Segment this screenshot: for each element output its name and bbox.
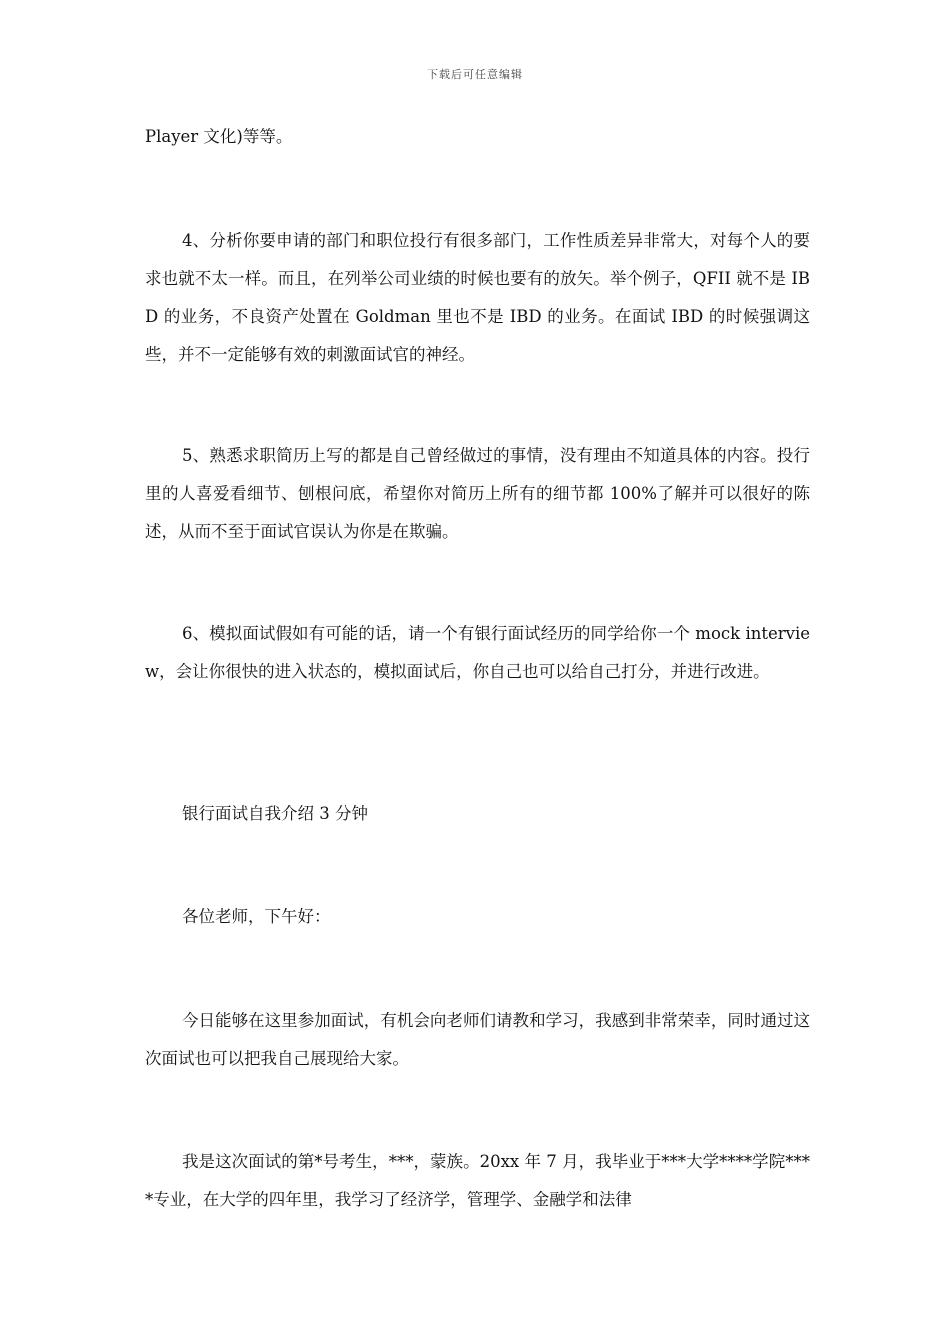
page-header-note: 下载后可任意编辑 bbox=[427, 68, 523, 81]
paragraph-familiar-resume: 5、熟悉求职简历上写的都是自己曾经做过的事情，没有理由不知道具体的内容。投行里的人喜爱看细节、刨根问底，希望你对简历上所有的细节都 100%了解并可以很好的陈述，从而不至于面试官误认为你是在欺骗。 bbox=[145, 446, 810, 541]
paragraph-mock-interview: 6、模拟面试假如有可能的话，请一个有银行面试经历的同学给你一个 mock interview，会让你很快的进入状态的，模拟面试后，你自己也可以给自己打分，并进行改进。 bbox=[145, 624, 810, 681]
section-heading-self-intro: 银行面试自我介绍 3 分钟 bbox=[182, 804, 368, 823]
paragraph-player-culture: Player 文化)等等。 bbox=[145, 127, 293, 146]
paragraph-candidate-intro: 我是这次面试的第*号考生，***，蒙族。20xx 年 7 月，我毕业于***大学****学院****专业，在大学的四年里，我学习了经济学，管理学、金融学和法律 bbox=[145, 1152, 810, 1209]
paragraph-greeting: 各位老师，下午好： bbox=[182, 907, 331, 926]
paragraph-analyze-department: 4、分析你要申请的部门和职位投行有很多部门，工作性质差异非常大，对每个人的要求也就不太一样。而且，在列举公司业绩的时候也要有的放矢。举个例子，QFII 就不是 IBD 的业务，不良资产处置在 Goldman 里也不是 IBD 的业务。在面试 IBD 的时候强调这些，并不一定能够有效的刺激面试官的神经。 bbox=[145, 231, 810, 364]
paragraph-honored: 今日能够在这里参加面试，有机会向老师们请教和学习，我感到非常荣幸，同时通过这次面试也可以把我自己展现给大家。 bbox=[145, 1011, 810, 1068]
